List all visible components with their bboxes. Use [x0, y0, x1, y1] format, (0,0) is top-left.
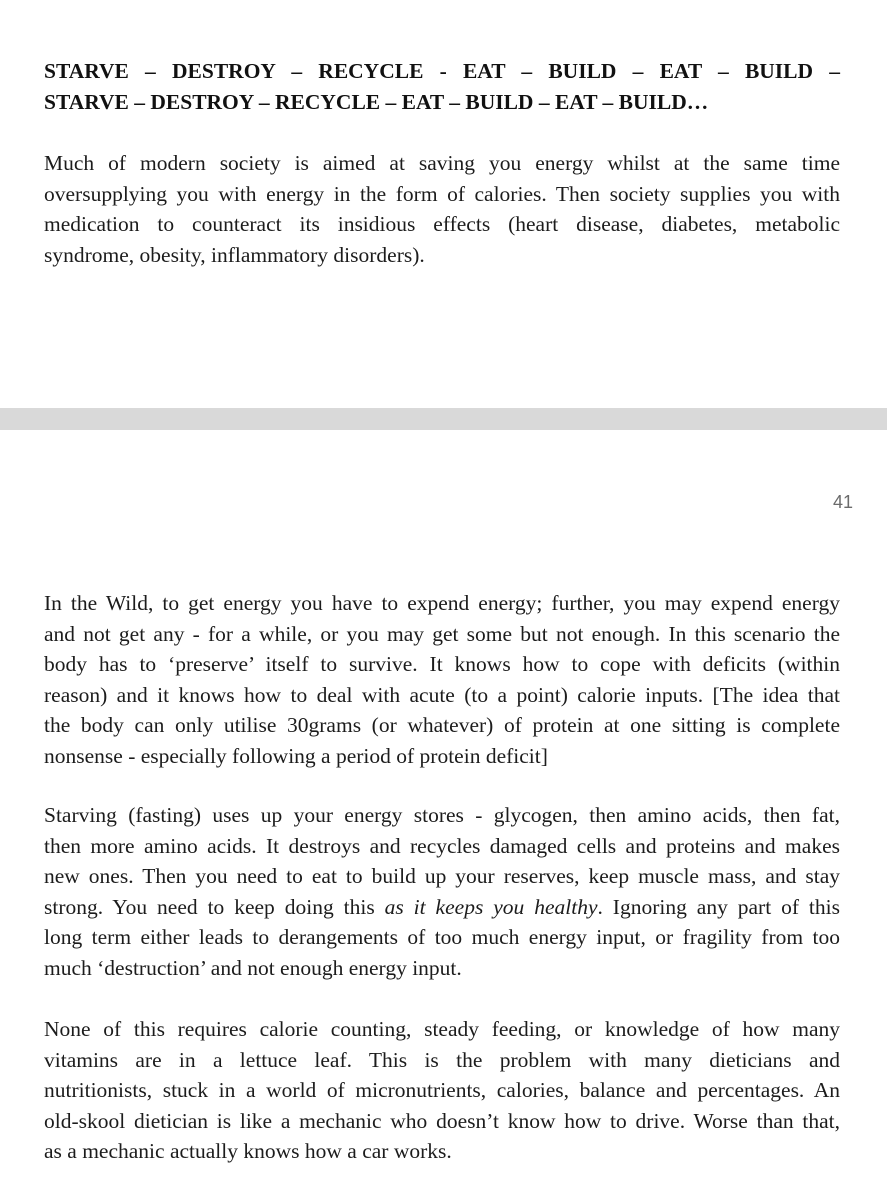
- paragraph-line: medication to counteract its insidious effects (heart disease, diabetes, metabolic: [44, 212, 840, 236]
- paragraph-line: new ones. Then you need to eat to build up your reserves, keep muscle mass, and stay: [44, 864, 840, 888]
- none-paragraph: [44, 1014, 840, 1167]
- paragraph-line: oversupplying you with energy in the form of calories. Then society supplies you with: [44, 181, 840, 206]
- paragraph-line: old-skool dietician is like a mechanic who doesn’t know how to drive. Worse than that,: [44, 1108, 840, 1133]
- paragraph-line: vitamins are in a lettuce leaf. This is the problem with many dieticians and: [44, 1047, 840, 1072]
- paragraph-line: None of this requires calorie counting, steady feeding, or knowledge of how many: [44, 1017, 840, 1041]
- paragraph-line: In the Wild, to get energy you have to expend energy; further, you may expend energy: [44, 591, 840, 615]
- paragraph-line: Much of modern society is aimed at saving you energy whilst at the same time: [44, 151, 840, 175]
- paragraph-line: much ‘destruction’ and not enough energy input.: [44, 955, 462, 980]
- emphasis-text: as it keeps you healthy: [384, 894, 598, 919]
- paragraph-line: nonsense - especially following a period of protein deficit]: [44, 743, 548, 768]
- paragraph-line: syndrome, obesity, inflammatory disorders).: [44, 242, 425, 267]
- wild-paragraph: [44, 588, 840, 771]
- paragraph-line: Starving (fasting) uses up your energy stores - glycogen, then amino acids, then fat,: [44, 803, 840, 827]
- line-text: . Ignoring any part of this: [597, 894, 840, 919]
- paragraph-line: long term either leads to derangements of too much energy input, or fragility from too: [44, 925, 840, 949]
- line-text: strong. You need to keep doing this: [44, 894, 385, 919]
- paragraph-line: the body can only utilise 30grams (or whatever) of protein at one sitting is complete: [44, 713, 840, 737]
- cycle-heading: [44, 56, 840, 118]
- page-bottom: [0, 430, 887, 1200]
- page-number: 41: [832, 492, 853, 512]
- paragraph-line: [44, 892, 840, 923]
- paragraph-line: then more amino acids. It destroys and recycles damaged cells and proteins and makes: [44, 833, 840, 858]
- paragraph-line: and not get any - for a while, or you may get some but not enough. In this scenario the: [44, 621, 840, 646]
- intro-paragraph: [44, 148, 840, 270]
- paragraph-line: as a mechanic actually knows how a car works.: [44, 1139, 452, 1163]
- heading-line: STARVE – DESTROY – RECYCLE - EAT – BUILD – EAT – BUILD –: [44, 59, 840, 83]
- page-top: [0, 0, 887, 408]
- paragraph-line: body has to ‘preserve’ itself to survive. It knows how to cope with deficits (within: [44, 652, 840, 676]
- paragraph-line: nutritionists, stuck in a world of micronutrients, calories, balance and percentages. An: [44, 1078, 840, 1102]
- heading-line: STARVE – DESTROY – RECYCLE – EAT – BUILD – EAT – BUILD…: [44, 90, 709, 114]
- page-divider: [0, 408, 887, 430]
- paragraph-line: reason) and it knows how to deal with acute (to a point) calorie inputs. [The idea that: [44, 682, 840, 707]
- starving-paragraph: [44, 800, 840, 983]
